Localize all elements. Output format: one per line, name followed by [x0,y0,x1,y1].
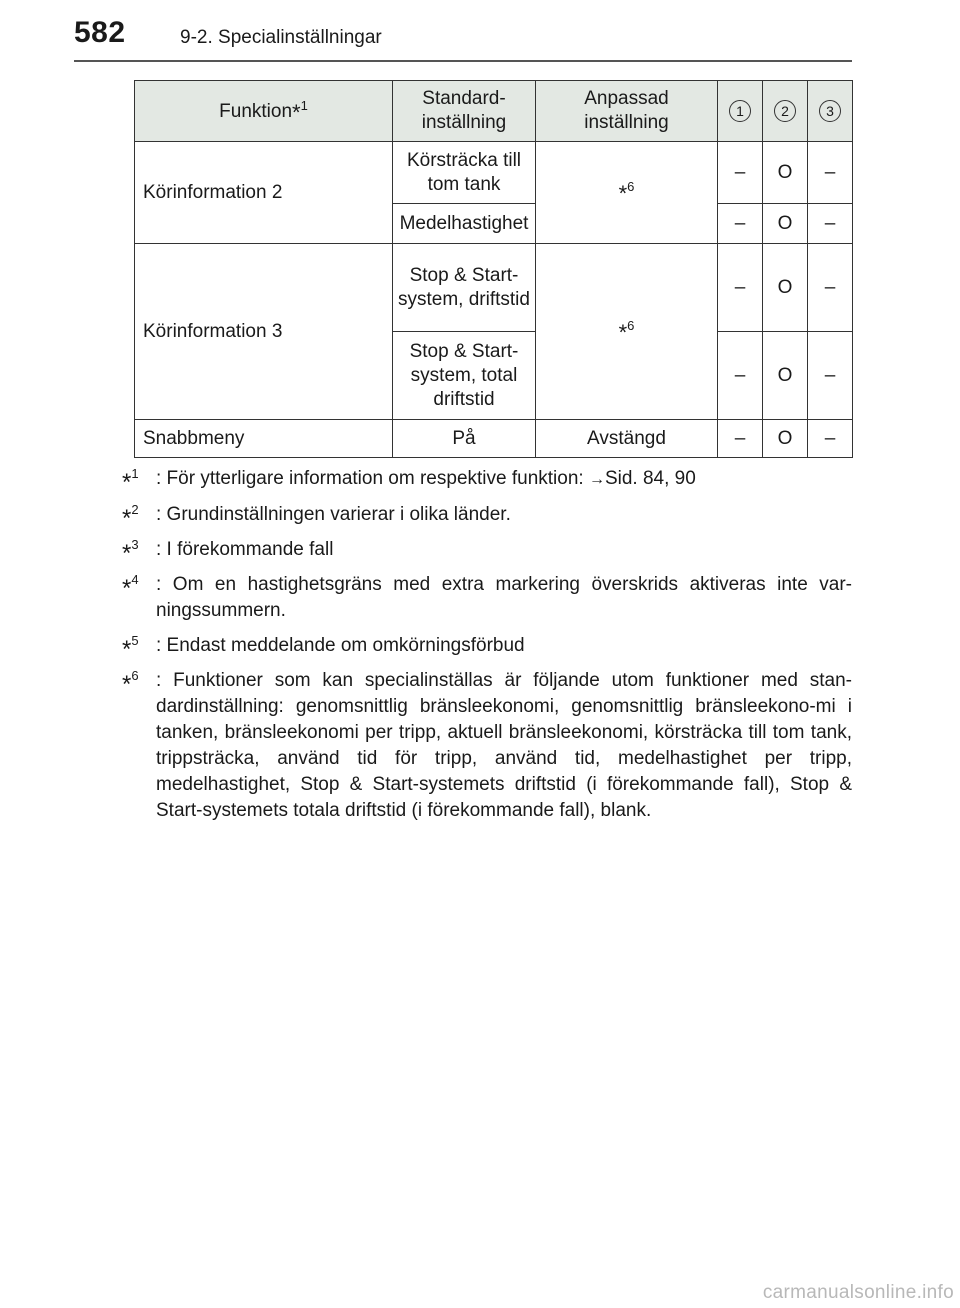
footnote [122,668,852,824]
option-cell: – [808,332,853,420]
footnote-number: 1 [131,466,139,481]
footnote-text: : Funktioner som kan specialinställas är följande utom funktioner med stan-dardinställning: genomsnittlig bränsleekonomi, genomsnittlig bränsleekono-mi i tanken, bränsleekonomi per tripp, aktuell bränsleekonomi, körsträcka till tom tank, trippsträcka, använd tid för tripp, använd tid, medelhastighet per tripp, medelhastighet, Stop & Start-systemets driftstid (i förekommande fall), Stop & Start-systemets totala driftstid (i förekommande fall), blank. [156,670,852,821]
footnote-number: 6 [131,668,139,683]
page-number: 582 [74,16,126,49]
footnote-text: : Om en hastighetsgräns med extra markering överskrids aktiveras inte var-ningssummern. [156,574,852,621]
asterisk-icon: * [122,540,132,567]
standard-cell: Körsträcka till tom tank [393,142,536,204]
header-col-1 [718,81,763,142]
footnote-number: 3 [131,537,139,552]
footnote-mark [122,668,139,697]
option-cell: O [763,332,808,420]
asterisk-icon: * [122,671,132,698]
asterisk-icon: * [122,636,132,663]
circled-number-3-icon: 3 [819,100,841,122]
standard-cell: Stop & Start-system, driftstid [393,244,536,332]
asterisk-icon: * [618,181,628,206]
table-header-row [135,81,853,142]
arrow-right-icon: → [588,471,605,488]
standard-cell: Medelhastighet [393,204,536,244]
header-funktion-note: 1 [300,97,308,113]
standard-cell: På [393,420,536,458]
footnote [122,502,852,532]
option-cell: – [808,244,853,332]
asterisk-icon: * [122,575,132,602]
header-standard: Standard-inställning [393,81,536,142]
custom-cell [536,142,718,244]
asterisk-icon: * [122,505,132,532]
option-cell: O [763,420,808,458]
table-row [135,420,853,458]
footnote-number: 2 [131,502,139,517]
footnote [122,537,852,567]
footnote-text: : Endast meddelande om omkörningsförbud [156,635,525,656]
footnote [122,633,852,663]
footnote-number: 4 [131,572,139,587]
custom-note: 6 [627,318,635,333]
header-col-2 [763,81,808,142]
footnote [122,572,852,624]
asterisk-icon: * [292,99,301,125]
footnote-mark [122,572,139,601]
option-cell: O [763,204,808,244]
circled-number-2-icon: 2 [774,100,796,122]
header-funktion [135,81,393,142]
footnote-mark [122,502,139,531]
header-funktion-label: Funktion [219,100,293,122]
option-cell: – [718,142,763,204]
footnote-text: : För ytterligare information om respektive funktion: [156,468,589,489]
function-cell: Snabbmeny [135,420,393,458]
watermark: carmanualsonline.info [762,1282,954,1303]
section-title: 9-2. Specialinställningar [180,27,382,48]
header-anpassad: Anpassad inställning [536,81,718,142]
footnote-text: : Grundinställningen varierar i olika länder. [156,504,511,525]
option-cell: – [808,420,853,458]
function-cell: Körinformation 2 [135,142,393,244]
custom-note: 6 [627,179,635,194]
option-cell: – [808,204,853,244]
footnote-mark [122,537,139,566]
option-cell: O [763,142,808,204]
header-rule [74,60,852,62]
custom-cell: Avstängd [536,420,718,458]
header-col-3 [808,81,853,142]
footnote-number: 5 [131,633,139,648]
option-cell: – [718,332,763,420]
footnote-mark [122,633,139,662]
custom-cell [536,244,718,420]
standard-cell: Stop & Start-system, total driftstid [393,332,536,420]
footnotes [122,466,852,833]
footnote-mark [122,466,139,495]
settings-table [134,80,853,458]
option-cell: O [763,244,808,332]
footnote-text: : I förekommande fall [156,539,334,560]
page-reference-link[interactable]: Sid. 84, 90 [604,468,696,489]
footnote [122,466,852,496]
option-cell: – [808,142,853,204]
option-cell: – [718,244,763,332]
option-cell: – [718,420,763,458]
asterisk-icon: * [618,320,628,345]
option-cell: – [718,204,763,244]
function-cell: Körinformation 3 [135,244,393,420]
circled-number-1-icon: 1 [729,100,751,122]
table-row [135,244,853,332]
asterisk-icon: * [122,469,132,496]
table-row [135,142,853,204]
